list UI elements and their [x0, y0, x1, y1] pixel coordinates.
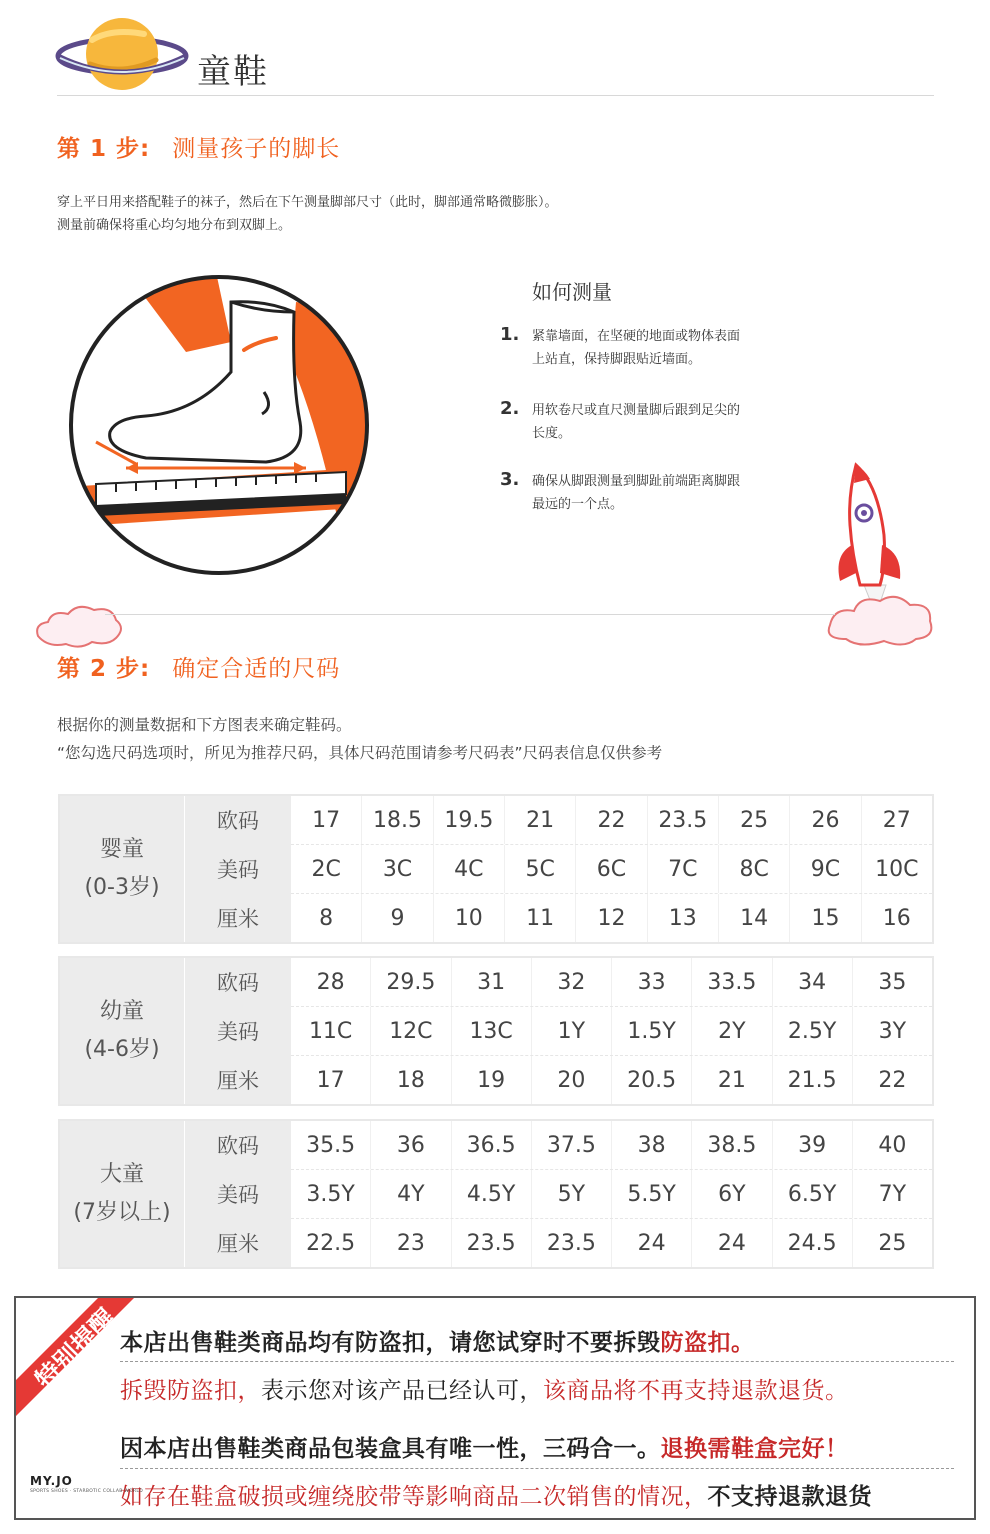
size-cell: 36 [371, 1121, 451, 1169]
dashed-divider [120, 1361, 954, 1362]
step1-title: 测量孩子的脚长 [172, 136, 341, 162]
notice-line1 [120, 1324, 755, 1357]
size-row-cm [291, 1219, 932, 1267]
size-cell: 25 [878, 1230, 907, 1256]
size-cell: 20 [532, 1056, 612, 1104]
size-row-cm [291, 894, 932, 942]
group-label [60, 1121, 184, 1267]
size-cell: 36.5 [452, 1121, 532, 1169]
size-cell: 37.5 [532, 1121, 612, 1169]
size-cell: 13C [452, 1007, 532, 1055]
size-cell: 18.5 [362, 796, 433, 844]
cloud-icon [30, 600, 125, 650]
size-cell: 21.5 [773, 1056, 853, 1104]
size-row-cm [291, 1056, 932, 1104]
size-row-eu [291, 1121, 932, 1170]
step2-label: 第 2 步: [57, 656, 151, 682]
size-cell: 9C [790, 845, 861, 893]
step1-intro [57, 191, 558, 237]
size-cell: 7Y [878, 1181, 907, 1207]
brand-logo: MY.JO [30, 1474, 73, 1488]
row-labels [184, 796, 291, 942]
size-cell: 2Y [692, 1007, 772, 1055]
size-cell: 7C [648, 845, 719, 893]
size-cell: 31 [452, 958, 532, 1006]
dashed-divider [120, 1468, 954, 1469]
how-to-number: 1. [500, 324, 520, 345]
size-cell: 6.5Y [773, 1170, 853, 1218]
how-to-title: 如何测量 [532, 280, 612, 304]
size-cell: 3Y [878, 1018, 907, 1044]
notice-line3 [120, 1430, 849, 1463]
size-cells [291, 958, 932, 1104]
size-cell: 23.5 [532, 1219, 612, 1267]
size-cell: 33.5 [692, 958, 772, 1006]
size-cell: 22 [576, 796, 647, 844]
how-to-text: 用软卷尺或直尺测量脚后跟到足尖的长度。 [532, 403, 741, 441]
row-label-us: 美码 [217, 858, 259, 882]
step2-intro-line1: 根据你的测量数据和下方图表来确定鞋码。 [57, 716, 352, 734]
notice-line2 [120, 1372, 849, 1405]
notice-ribbon [16, 1298, 146, 1428]
size-cell: 19.5 [434, 796, 505, 844]
step1-label: 第 1 步: [57, 136, 151, 162]
notice-line3-a: 因本店出售鞋类商品包装盒具有唯一性，三码合一。 [120, 1436, 661, 1462]
size-cell: 5C [505, 845, 576, 893]
size-cell: 8C [719, 845, 790, 893]
how-to-text: 紧靠墙面，在坚硬的地面或物体表面上站直，保持脚跟贴近墙面。 [532, 329, 741, 367]
size-cell: 35 [878, 969, 907, 995]
notice-line3-b: 退换需鞋盒完好！ [660, 1436, 849, 1462]
size-cell: 12C [371, 1007, 451, 1055]
notice-line2-b: 表示您对该产品已经认可， [261, 1378, 543, 1404]
row-label-cm: 厘米 [217, 906, 259, 931]
size-cell: 23.5 [648, 796, 719, 844]
step2-title: 确定合适的尺码 [172, 656, 341, 682]
ribbon-text: 特别提醒 [29, 1303, 121, 1395]
size-row-us [291, 845, 932, 894]
size-cell: 17 [291, 1056, 371, 1104]
notice-line4-b: 不支持退款退货 [707, 1484, 872, 1510]
size-cell: 35.5 [291, 1121, 371, 1169]
step1-intro-line2: 测量前确保将重心均匀地分布到双脚上。 [57, 218, 292, 233]
size-cell: 15 [790, 894, 861, 942]
size-cell: 21 [505, 796, 576, 844]
size-row-eu [291, 796, 932, 845]
step1-intro-line1: 穿上平日用来搭配鞋子的袜子，然后在下午测量脚部尺寸（此时，脚部通常略微膨胀）。 [57, 195, 558, 210]
size-table-big-kids [58, 1119, 934, 1269]
size-cell: 11C [291, 1007, 371, 1055]
how-to-number: 3. [500, 469, 520, 490]
size-cell: 24 [612, 1219, 692, 1267]
step2-heading [57, 650, 340, 683]
group-label [60, 958, 184, 1104]
size-cell: 40 [878, 1132, 907, 1158]
size-cell: 12 [576, 894, 647, 942]
size-cells [291, 796, 932, 942]
notice-box [14, 1296, 976, 1520]
size-cell: 5Y [532, 1170, 612, 1218]
row-label-cm: 厘米 [217, 1231, 259, 1256]
rocket-icon [820, 455, 940, 650]
size-cell: 17 [291, 796, 362, 844]
how-to-number: 2. [500, 398, 520, 419]
size-cell: 1.5Y [612, 1007, 692, 1055]
size-cell: 27 [882, 807, 911, 833]
size-cell: 4C [434, 845, 505, 893]
size-cells [291, 1121, 932, 1267]
size-cell: 18 [371, 1056, 451, 1104]
size-cell: 10C [875, 856, 919, 882]
notice-line1-a: 本店出售鞋类商品均有防盗扣，请您试穿时不要拆毁 [120, 1330, 661, 1356]
group-age: (7岁以上) [73, 1200, 171, 1225]
row-labels [184, 1121, 291, 1267]
size-cell: 21 [692, 1056, 772, 1104]
size-cell: 38.5 [692, 1121, 772, 1169]
size-cell: 26 [790, 796, 861, 844]
size-cell: 14 [719, 894, 790, 942]
size-cell: 24 [692, 1219, 772, 1267]
size-cell: 25 [719, 796, 790, 844]
row-label-eu: 欧码 [217, 971, 259, 996]
how-to-text: 确保从脚跟测量到脚趾前端距离脚跟最远的一个点。 [532, 474, 741, 512]
row-label-us: 美码 [217, 1183, 259, 1207]
size-cell: 19 [452, 1056, 532, 1104]
size-cell: 6Y [692, 1170, 772, 1218]
size-cell: 29.5 [371, 958, 451, 1006]
size-cell: 4.5Y [452, 1170, 532, 1218]
size-cell: 3.5Y [291, 1170, 371, 1218]
size-cell: 22.5 [291, 1219, 371, 1267]
step1-heading [57, 130, 340, 163]
size-row-eu [291, 958, 932, 1007]
size-cell: 38 [612, 1121, 692, 1169]
size-row-us [291, 1007, 932, 1056]
row-labels [184, 958, 291, 1104]
foot-measurement-illustration [66, 272, 372, 578]
size-cell: 20.5 [612, 1056, 692, 1104]
size-cell: 24.5 [773, 1219, 853, 1267]
size-cell: 4Y [371, 1170, 451, 1218]
group-age: (4-6岁) [84, 1037, 160, 1062]
size-cell: 39 [773, 1121, 853, 1169]
size-cell: 6C [576, 845, 647, 893]
size-cell: 34 [773, 958, 853, 1006]
group-label [60, 796, 184, 942]
size-cell: 11 [505, 894, 576, 942]
size-cell: 28 [291, 958, 371, 1006]
step2-intro-line2: “您勾选尺码选项时，所见为推荐尺码，具体尺码范围请参考尺码表”尺码表信息仅供参考 [57, 744, 663, 762]
size-cell: 23.5 [452, 1219, 532, 1267]
row-label-eu: 欧码 [217, 809, 259, 834]
group-name: 幼童 [99, 999, 144, 1024]
notice-line4-a: 如存在鞋盒破损或缠绕胶带等影响商品二次销售的情况， [120, 1484, 708, 1510]
size-cell: 22 [878, 1067, 907, 1093]
group-name: 大童 [99, 1162, 144, 1187]
size-cell: 5.5Y [612, 1170, 692, 1218]
size-cell: 23 [371, 1219, 451, 1267]
size-cell: 2.5Y [773, 1007, 853, 1055]
size-cell: 33 [612, 958, 692, 1006]
group-name: 婴童 [99, 837, 144, 862]
page-title: 童鞋 [197, 52, 269, 92]
row-label-cm: 厘米 [217, 1068, 259, 1093]
row-label-us: 美码 [217, 1020, 259, 1044]
brand-logo-subtitle: SPORTS SHOES · STARBOTIC COLLAB WORLD [30, 1489, 143, 1494]
step2-intro [57, 711, 662, 767]
size-table-infant [58, 794, 934, 944]
notice-line1-b: 防盗扣。 [660, 1330, 755, 1356]
size-row-us [291, 1170, 932, 1219]
row-label-eu: 欧码 [217, 1134, 259, 1159]
size-cell: 32 [532, 958, 612, 1006]
group-age: (0-3岁) [84, 875, 160, 900]
size-table-toddler [58, 956, 934, 1106]
size-cell: 9 [362, 894, 433, 942]
notice-line2-c: 该商品将不再支持退款退货。 [543, 1378, 849, 1404]
divider [57, 95, 934, 96]
size-cell: 1Y [532, 1007, 612, 1055]
size-cell: 2C [291, 845, 362, 893]
size-cell: 13 [648, 894, 719, 942]
size-cell: 8 [291, 894, 362, 942]
divider [105, 614, 835, 615]
notice-line2-a: 拆毁防盗扣， [120, 1378, 261, 1404]
notice-line4 [120, 1478, 872, 1511]
size-cell: 3C [362, 845, 433, 893]
size-cell: 16 [882, 905, 911, 931]
size-cell: 10 [434, 894, 505, 942]
planet-icon [52, 14, 192, 94]
